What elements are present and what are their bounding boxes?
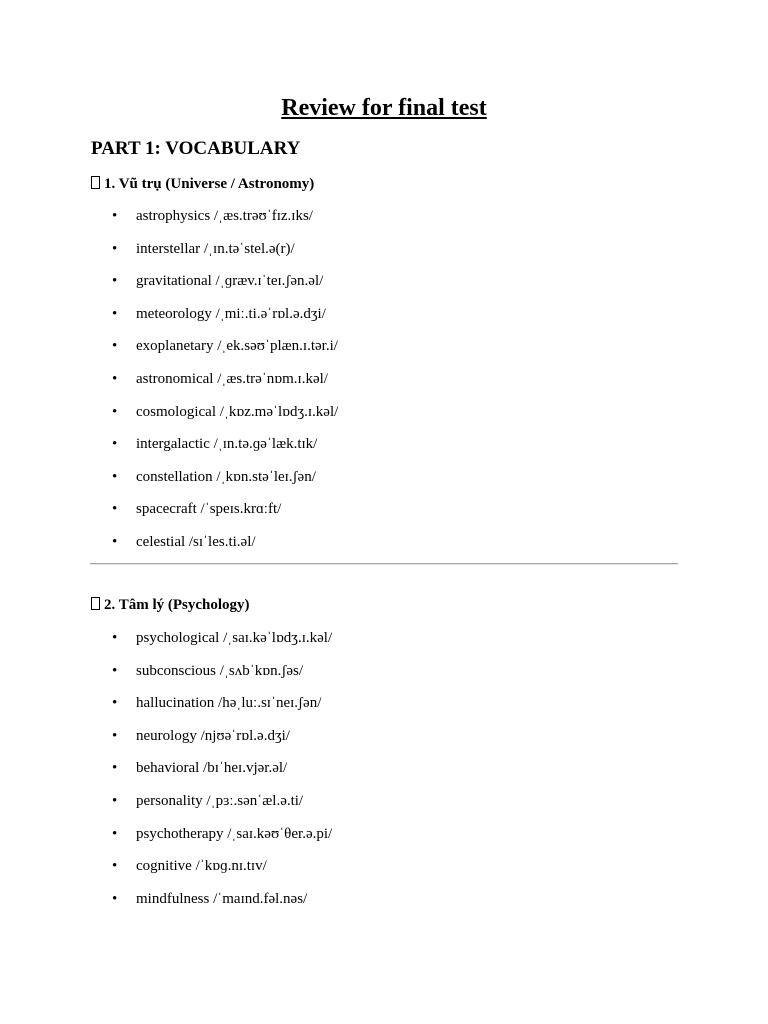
bullet-icon: • bbox=[112, 533, 118, 550]
vocab-entry: hallucination /həˌluː.sɪˈneɪ.ʃən/ bbox=[136, 695, 322, 712]
vocab-entry: interstellar /ˌɪn.təˈstel.ə(r)/ bbox=[136, 240, 295, 257]
bullet-icon: • bbox=[112, 760, 118, 777]
vocab-entry: behavioral /bɪˈheɪ.vjər.əl/ bbox=[136, 760, 288, 777]
section-heading-psychology bbox=[91, 596, 250, 614]
vocab-entry: meteorology /ˌmiː.ti.əˈrɒl.ə.dʒi/ bbox=[136, 305, 326, 322]
vocab-entry: exoplanetary /ˌek.səʊˈplæn.ɪ.tər.i/ bbox=[136, 338, 338, 355]
bullet-icon: • bbox=[112, 468, 118, 485]
section-heading-text: 1. Vũ trụ (Universe / Astronomy) bbox=[104, 176, 315, 192]
vocab-entry: constellation /ˌkɒn.stəˈleɪ.ʃən/ bbox=[136, 468, 316, 485]
bullet-icon: • bbox=[112, 662, 118, 679]
vocab-entry: psychological /ˌsaɪ.kəˈlɒdʒ.ɪ.kəl/ bbox=[136, 630, 333, 646]
bullet-icon: • bbox=[112, 403, 118, 420]
bullet-icon: • bbox=[112, 501, 118, 518]
bullet-icon: • bbox=[112, 370, 118, 387]
bullet-icon: • bbox=[112, 436, 118, 453]
bullet-icon: • bbox=[112, 695, 118, 712]
vocab-entry: astronomical /ˌæs.trəˈnɒm.ɪ.kəl/ bbox=[136, 370, 328, 387]
bullet-icon: • bbox=[112, 727, 118, 744]
vocab-entry: psychotherapy /ˌsaɪ.kəʊˈθer.ə.pi/ bbox=[136, 825, 333, 842]
section-heading-universe bbox=[91, 175, 314, 193]
missing-glyph-icon bbox=[91, 597, 100, 610]
bullet-icon: • bbox=[112, 890, 118, 907]
bullet-icon: • bbox=[112, 858, 118, 875]
bullet-icon: • bbox=[112, 273, 118, 290]
vocab-entry: cognitive /ˈkɒɡ.nɪ.tɪv/ bbox=[136, 858, 267, 875]
bullet-icon: • bbox=[112, 240, 118, 257]
part-heading: PART 1: VOCABULARY bbox=[91, 138, 301, 159]
vocab-entry: subconscious /ˌsʌbˈkɒn.ʃəs/ bbox=[136, 662, 303, 679]
vocab-entry: astrophysics /ˌæs.trəʊˈfɪz.ɪks/ bbox=[136, 208, 313, 224]
document-title: Review for final test bbox=[281, 95, 487, 121]
section-heading-text: 2. Tâm lý (Psychology) bbox=[104, 597, 250, 613]
section-divider bbox=[90, 563, 678, 565]
vocab-entry: personality /ˌpɜː.sənˈæl.ə.ti/ bbox=[136, 792, 304, 809]
bullet-icon: • bbox=[112, 338, 118, 355]
missing-glyph-icon bbox=[91, 176, 100, 189]
bullet-icon: • bbox=[112, 792, 118, 809]
bullet-icon: • bbox=[112, 305, 118, 322]
bullet-icon: • bbox=[112, 825, 118, 842]
vocab-entry: intergalactic /ˌɪn.tə.ɡəˈlæk.tɪk/ bbox=[136, 436, 318, 453]
vocab-entry: mindfulness /ˈmaɪnd.fəl.nəs/ bbox=[136, 890, 308, 907]
vocab-entry: neurology /njʊəˈrɒl.ə.dʒi/ bbox=[136, 727, 290, 744]
vocab-entry: gravitational /ˌɡræv.ɪˈteɪ.ʃən.əl/ bbox=[136, 273, 324, 290]
vocab-entry: celestial /sɪˈles.ti.əl/ bbox=[136, 533, 256, 550]
vocab-entry: cosmological /ˌkɒz.məˈlɒdʒ.ɪ.kəl/ bbox=[136, 403, 339, 420]
bullet-icon: • bbox=[112, 208, 118, 224]
bullet-icon: • bbox=[112, 630, 118, 646]
vocab-entry: spacecraft /ˈspeɪs.krɑːft/ bbox=[136, 501, 282, 518]
